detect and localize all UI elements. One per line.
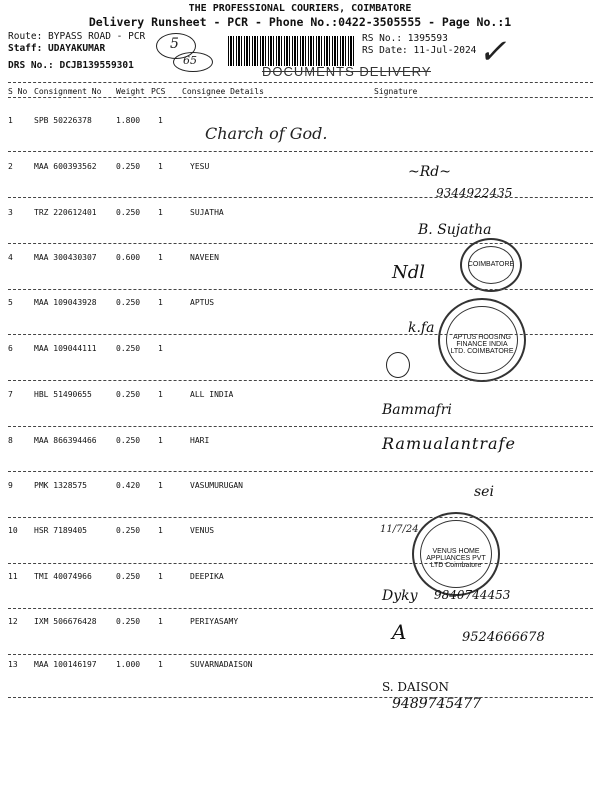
row-separator [8,563,593,564]
row-separator [8,334,593,335]
signature: k.fa [408,320,435,336]
row-pcs: 1 [158,208,163,217]
row-separator [8,517,593,518]
staff: Staff: UDAYAKUMAR [8,43,106,54]
row-pcs: 1 [158,390,163,399]
col-sno: S No [8,87,28,96]
signature: B. Sujatha [418,222,492,238]
row-weight: 0.250 [116,298,141,307]
row-weight: 1.800 [116,116,141,125]
row-weight: 0.420 [116,481,141,490]
seal-text: APTUS HOUSING FINANCE INDIA LTD. COIMBATORE [450,333,514,355]
row-pcs: 1 [158,298,163,307]
signature: Ramualantrafe [382,434,516,453]
seal-text: VENUS HOME APPLIANCES PVT LTD Coimbatore [426,547,486,569]
row-separator [8,697,593,698]
col-weight: Weight [116,87,145,96]
signature-phone: 9524666678 [462,630,545,645]
row-sno: 7 [8,390,13,399]
signature-cell [378,482,588,526]
row-weight: 0.600 [116,253,141,262]
handwritten-number-2: 65 [183,54,197,67]
row-pcs: 1 [158,436,163,445]
row-weight: 0.250 [116,162,141,171]
row-consignment: HBL 51490655 [34,390,92,399]
row-pcs: 1 [158,116,163,125]
row-consignment: HSR 7189405 [34,526,87,535]
row-sno: 2 [8,162,13,171]
row-consignee: ALL INDIA [190,390,234,399]
row-pcs: 1 [158,253,163,262]
col-pcs: PCS [151,87,166,96]
signature: Bammafri [382,402,452,418]
row-separator [8,471,593,472]
row-sno: 12 [8,617,18,626]
row-consignment: TRZ 220612401 [34,208,97,217]
row-consignment: SPB 50226378 [34,116,92,125]
row-consignee: APTUS [190,298,215,307]
company-title: THE PROFESSIONAL COURIERS, COIMBATORE [188,3,412,14]
row-consignment: MAA 300430307 [34,253,97,262]
col-consignment: Consignment No [34,87,102,96]
row-weight: 0.250 [116,617,141,626]
row-pcs: 1 [158,526,163,535]
row-1-handwriting: Charch of God. [205,124,328,143]
drs-number: DRS No.: DCJB139559301 [8,60,134,71]
row-weight: 0.250 [116,526,141,535]
row-consignment: MAA 100146197 [34,660,97,669]
handwritten-number-1: 5 [170,36,179,52]
row-pcs: 1 [158,660,163,669]
documents-delivery-stamp: DOCUMENTS DELIVERY [262,64,432,79]
row-consignee: PERIYASAMY [190,617,239,626]
row-sno: 9 [8,481,13,490]
signature: S. DAISON [382,680,450,694]
signature: Dyky [382,588,418,604]
row-consignee: YESU [190,162,210,171]
row-consignment: MAA 109044111 [34,344,97,353]
table-row [0,526,600,571]
rs-date: RS Date: 11-Jul-2024 [362,45,477,56]
seal-text: COIMBATORE [467,261,515,268]
signature-cell [378,618,588,662]
signature-phone: 9840744453 [434,588,511,602]
row-separator [8,151,593,152]
row-sno: 4 [8,253,13,262]
row-separator [8,197,593,198]
row-sno: 5 [8,298,13,307]
row-weight: 0.250 [116,390,141,399]
row-weight: 0.250 [116,436,141,445]
row-consignment: PMK 1328575 [34,481,87,490]
row-consignee: NAVEEN [190,253,219,262]
header-rule-bottom [8,97,593,98]
row-weight: 0.250 [116,208,141,217]
row-consignee: VASUMURUGAN [190,481,243,490]
row-pcs: 1 [158,344,163,353]
row-sno: 6 [8,344,13,353]
row-consignee: SUVARNADAISON [190,660,253,669]
row-sno: 8 [8,436,13,445]
row-consignment: TMI 40074966 [34,572,92,581]
signature-phone: 9489745477 [392,696,482,712]
row-weight: 0.250 [116,572,141,581]
signature: ~Rd~ [408,164,451,180]
signature-cell [378,680,588,720]
top-signature-mark: ✓ [478,32,507,72]
signature-cell [378,256,588,300]
row-separator [8,426,593,427]
header-rule-top [8,82,593,83]
row-10-date: 11/7/24 [380,524,419,535]
row-consignment: IXM 506676428 [34,617,97,626]
row-pcs: 1 [158,162,163,171]
signature: A [392,620,407,644]
row-separator [8,608,593,609]
signature-cell [378,432,588,476]
row-separator [8,289,593,290]
row-separator [8,654,593,655]
row-consignment: MAA 600393562 [34,162,97,171]
runsheet-title: Delivery Runsheet - PCR - Phone No.:0422-3505555 - Page No.:1 [88,15,512,29]
row-weight: 1.000 [116,660,141,669]
row-sno: 10 [8,526,18,535]
row-consignee: SUJATHA [190,208,224,217]
barcode [228,36,356,66]
row-separator [8,380,593,381]
signature-loop [386,352,410,378]
row-pcs: 1 [158,481,163,490]
row-consignee: VENUS [190,526,215,535]
row-weight: 0.250 [116,344,141,353]
row-consignment: MAA 109043928 [34,298,97,307]
col-consignee: Consignee Details [182,87,264,96]
row-sno: 3 [8,208,13,217]
col-signature: Signature [374,87,418,96]
signature: Ndl [392,262,426,283]
row-consignment: MAA 866394466 [34,436,97,445]
signature: sei [474,484,494,500]
table-row [0,344,600,389]
row-sno: 13 [8,660,18,669]
row-sno: 1 [8,116,13,125]
row-sno: 11 [8,572,18,581]
row-pcs: 1 [158,617,163,626]
row-consignee: HARI [190,436,210,445]
row-pcs: 1 [158,572,163,581]
route: Route: BYPASS ROAD - PCR [8,31,146,42]
rs-number: RS No.: 1395593 [362,33,448,44]
row-consignee: DEEPIKA [190,572,224,581]
signature-phone: 9344922435 [436,186,513,200]
